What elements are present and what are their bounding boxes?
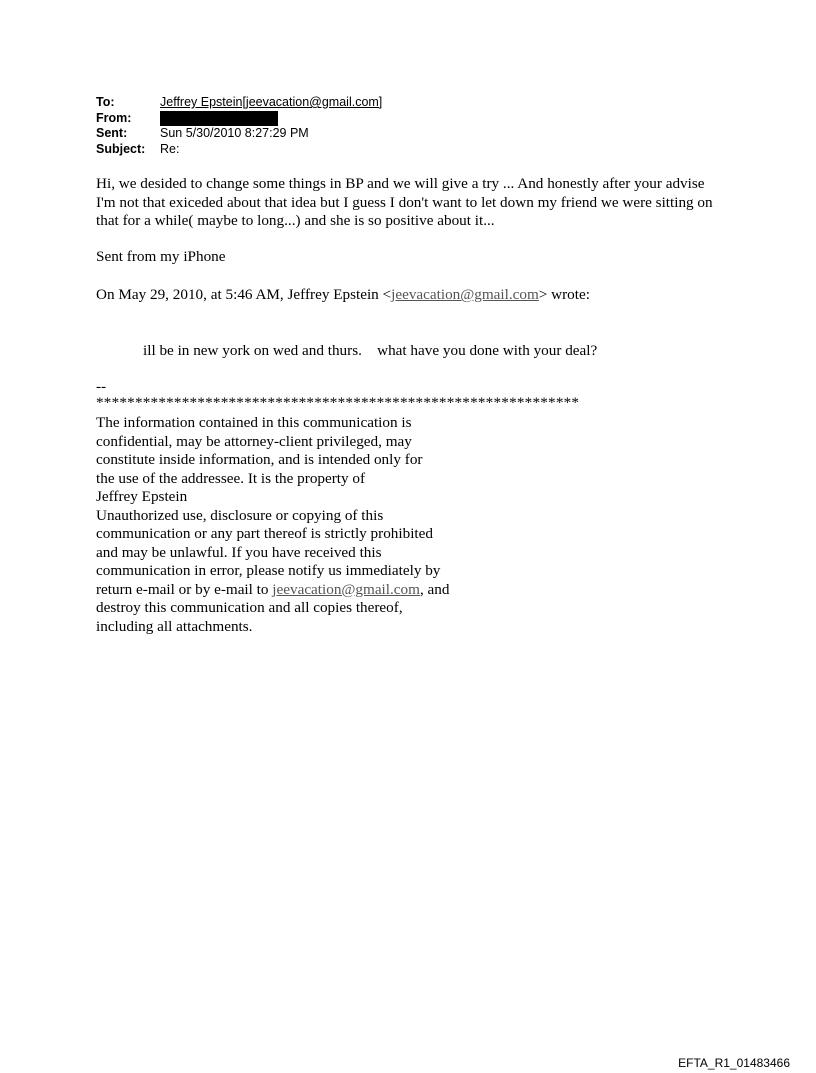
subject-row [96, 142, 382, 158]
to-label: To: [96, 95, 115, 109]
disclaimer-line: confidential, may be attorney-client privileged, may [96, 432, 412, 450]
disclaimer-line: communication in error, please notify us immediately by [96, 562, 441, 579]
disclaimer-return-line [96, 581, 486, 600]
quote-intro-prefix: On May 29, 2010, at 5:46 AM, Jeffrey Epstein < [96, 286, 392, 303]
disclaimer-line: the use of the addressee. It is the property of [96, 469, 366, 487]
return-suffix: , and [419, 580, 450, 598]
email-header [96, 95, 382, 157]
from-row [96, 111, 382, 127]
document-id: EFTA_R1_01483466 [678, 1056, 790, 1070]
sent-row [96, 126, 382, 142]
disclaimer-line: communication or any part thereof is strictly prohibited [96, 525, 433, 542]
sent-label: Sent: [96, 126, 128, 140]
disclaimer-line: and may be unlawful. If you have received this [96, 543, 382, 561]
disclaimer-line: Unauthorized use, disclosure or copying of this [96, 506, 384, 524]
subject-label: Subject: [96, 141, 146, 156]
disclaimer [96, 414, 486, 636]
message-body: Hi, we desided to change some things in BP and we will give a try ... And honestly after your advise I'm not that exiceded about that idea but I guess I don't want to let down my friend we were sitting on that for a while( maybe to long...) and she is so positive about it... [96, 175, 713, 229]
disclaimer-email-link[interactable]: jeevacation@gmail.com [272, 580, 420, 598]
quote-intro [96, 286, 590, 305]
subject-value: Re: [160, 141, 180, 156]
quoted-message: ill be in new york on wed and thurs. what have you done with your deal? [143, 342, 598, 359]
signature: Sent from my iPhone [96, 248, 226, 265]
disclaimer-line: constitute inside information, and is intended only for [96, 451, 423, 468]
disclaimer-line: The information contained in this communication is [96, 414, 412, 431]
disclaimer-line: including all attachments. [96, 617, 253, 635]
disclaimer-line: Jeffrey Epstein [96, 488, 188, 505]
quote-email-link[interactable]: jeevacation@gmail.com [391, 286, 539, 303]
disclaimer-line: destroy this communication and all copies thereof, [96, 599, 403, 616]
quote-intro-suffix: > wrote: [538, 286, 590, 303]
return-prefix: return e-mail or by e-mail to [96, 580, 273, 598]
separator-dash: -- [96, 378, 107, 395]
redaction-block [160, 111, 278, 126]
separator-stars: ************************************************************** [96, 394, 580, 411]
to-value: Jeffrey Epstein[jeevacation@gmail.com] [160, 95, 383, 109]
to-row [96, 95, 382, 111]
from-label: From: [96, 110, 132, 125]
sent-value: Sun 5/30/2010 8:27:29 PM [160, 126, 309, 140]
